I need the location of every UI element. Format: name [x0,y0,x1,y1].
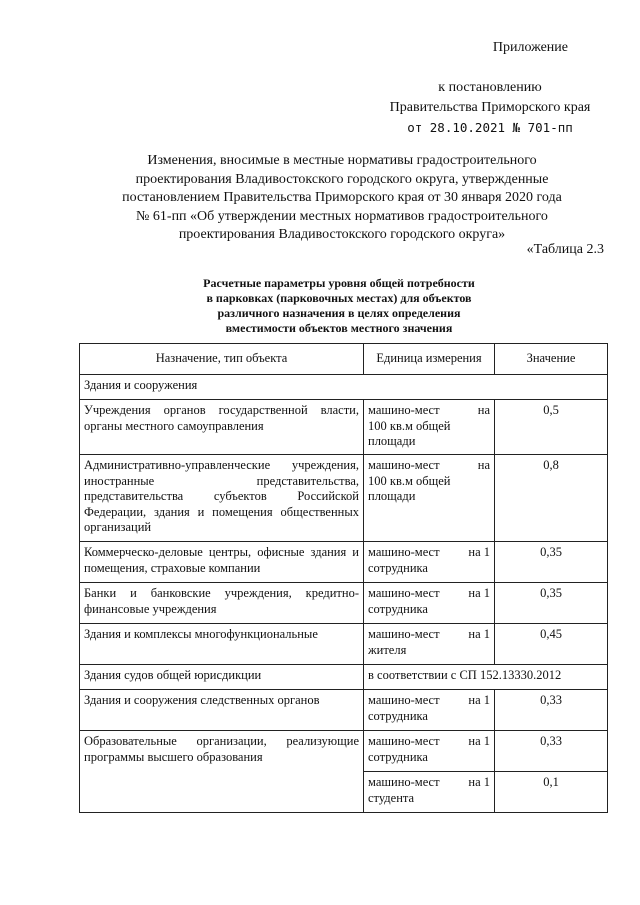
heading-line-2: проектирования Владивостокского городского округа, утвержденные [135,171,549,187]
unit-part-b: на 1 [468,545,490,559]
header-purpose: Назначение, тип объекта [80,344,364,375]
unit-part-b: на 1 [468,775,490,789]
header-unit: Единица измерения [364,344,495,375]
heading-line-1: Изменения, вносимые в местные нормативы градостроительного [147,153,537,168]
row-value: 0,35 [495,583,608,624]
unit-part-a: машино-мест [368,775,440,789]
row-purpose: Здания и комплексы многофункциональные [80,624,364,665]
unit-part-a: машино-мест [368,693,440,707]
table-row [80,583,608,624]
unit-part-b: на 1 [468,734,490,748]
section-row [80,375,608,400]
unit-part-b: на [477,403,490,417]
row-merged-value: в соответствии с СП 152.13330.2012 [364,665,608,690]
table-row [80,455,608,542]
row-value: 0,45 [495,624,608,665]
row-purpose: Здания судов общей юрисдикции [80,665,364,690]
caption-line-4: вместимости объектов местного значения [225,321,453,335]
heading-line-3: постановлением Правительства Приморского края от 30 января 2020 года [122,190,562,205]
unit-part-a: машино-мест [368,627,440,641]
unit-part-b: на 1 [468,693,490,707]
unit-rest: 100 кв.м общей площади [368,418,451,448]
caption-line-1: Расчетные параметры уровня общей потребности [203,276,475,290]
table-caption [150,276,528,336]
row-unit [364,542,495,583]
unit-part-a: машино-мест [368,403,440,417]
unit-part-a: машино-мест [368,545,440,559]
unit-rest: сотрудника [368,560,428,575]
unit-part-b: на 1 [468,586,490,600]
unit-part-b: на [477,458,490,472]
row-unit [364,690,495,731]
unit-rest: сотрудника [368,601,428,616]
row-value: 0,5 [495,400,608,455]
appendix-line-2: Правительства Приморского края [389,100,591,115]
row-unit [364,731,495,772]
row-unit [364,400,495,455]
table-row [80,400,608,455]
table-row [80,542,608,583]
unit-part-a: машино-мест [368,586,440,600]
table-row [80,624,608,665]
row-value: 0,35 [495,542,608,583]
row-unit [364,624,495,665]
unit-rest: сотрудника [368,708,428,723]
unit-part-b: на 1 [468,627,490,641]
appendix-title: Приложение [492,40,568,55]
table-label: «Таблица 2.3 [526,242,604,257]
caption-line-3: различного назначения в целях определения [217,306,461,320]
table-row [80,690,608,731]
unit-part-a: машино-мест [368,734,440,748]
row-purpose: Здания и сооружения следственных органов [80,690,364,731]
parking-table [79,343,608,813]
row-value: 0,33 [495,731,608,772]
heading-line-4: № 61-пп «Об утверждении местных нормативов градостроительного [136,208,548,224]
row-unit [364,455,495,542]
row-unit [364,583,495,624]
row-value: 0,1 [495,772,608,813]
appendix-line-1: к постановлению [438,80,542,95]
row-value: 0,33 [495,690,608,731]
section-label: Здания и сооружения [80,375,608,400]
heading-line-5: проектирования Владивостокского городского округа» [178,227,506,242]
decree-number: от 28.10.2021 № 701-пп [407,120,573,135]
row-purpose: Коммерческо-деловые центры, офисные здания и помещения, страховые компании [80,542,364,583]
unit-part-a: машино-мест [368,458,440,472]
row-purpose: Банки и банковские учреждения, кредитно-финансовые учреждения [80,583,364,624]
table-header-row [80,344,608,375]
unit-rest: 100 кв.м общей площади [368,473,451,503]
unit-rest: студента [368,790,415,805]
row-value: 0,8 [495,455,608,542]
unit-rest: жителя [368,642,407,657]
unit-rest: сотрудника [368,749,428,764]
header-value: Значение [495,344,608,375]
row-purpose: Учреждения органов государственной власти, органы местного самоуправления [80,400,364,455]
table-row [80,731,608,772]
row-purpose: Образовательные организации, реализующие программы высшего образования [80,731,364,813]
document-heading [92,152,592,245]
caption-line-2: в парковках (парковочных местах) для объектов [206,291,472,305]
table-row [80,665,608,690]
row-purpose: Административно-управленческие учреждения, иностранные представительства, представительства субъектов Российской Федерации, здания и помещения общественных организаций [80,455,364,542]
appendix-block [360,38,620,138]
row-unit [364,772,495,813]
